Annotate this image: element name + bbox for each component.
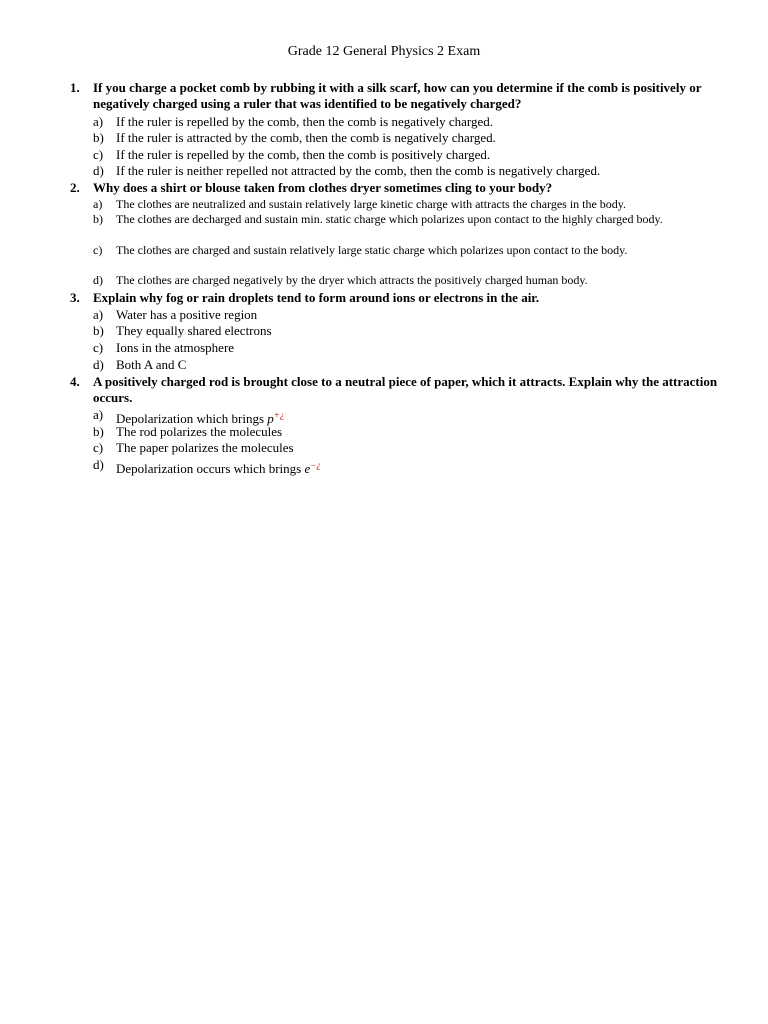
option-text: The paper polarizes the molecules [116,440,294,455]
q1-option-c [93,147,725,163]
question-1 [70,80,730,112]
option-text: They equally shared electrons [116,323,272,338]
question-3 [70,290,730,306]
question-text: Explain why fog or rain droplets tend to form around ions or electrons in the air. [93,290,540,305]
option-text: If the ruler is repelled by the comb, then the comb is negatively charged. [116,114,493,129]
option-text-wrap [116,457,725,477]
option-text: The rod polarizes the molecules [116,424,283,439]
question-4 [70,374,730,406]
q3-option-c [93,340,725,356]
option-text: The clothes are neutralized and sustain relatively large kinetic charge with attracts the charges in the body. [116,197,627,211]
q2-option-c [93,243,693,258]
math-superscript: −¿ [310,460,321,470]
option-text: If the ruler is repelled by the comb, then the comb is positively charged. [116,147,491,162]
question-text: A positively charged rod is brought close to a neutral piece of paper, which it attracts. Explain why the attraction occurs. [93,374,718,405]
q3-option-a [93,307,725,323]
option-letter: a) [93,114,104,129]
option-letter: c) [93,147,104,162]
question-number: 1. [70,80,80,95]
option-text: If the ruler is neither repelled not attracted by the comb, then the comb is negatively charged. [116,163,601,178]
question-2 [70,180,730,196]
math-superscript: +¿ [273,410,285,420]
option-text: Water has a positive region [116,307,258,322]
q1-option-d [93,163,725,179]
option-text: Both A and C [116,357,187,372]
option-text: If the ruler is attracted by the comb, then the comb is negatively charged. [116,130,496,145]
option-letter: b) [93,323,104,338]
option-letter: b) [93,212,103,226]
option-letter: d) [93,273,103,287]
math-base: e [304,461,311,476]
q2-option-b [93,212,693,227]
page-title: Grade 12 General Physics 2 Exam [287,44,481,59]
option-letter: a) [93,407,104,422]
option-letter: d) [93,457,104,472]
option-letter: c) [93,243,103,257]
question-number: 4. [70,374,80,389]
option-letter: c) [93,440,104,455]
option-letter: d) [93,163,104,178]
option-letter: a) [93,197,103,211]
q4-option-d [93,457,725,477]
q3-option-d [93,357,725,373]
option-text: The clothes are charged negatively by the dryer which attracts the positively charged human body. [116,273,588,287]
question-text: If you charge a pocket comb by rubbing it with a silk scarf, how can you determine if the comb is positively or negatively charged using a ruler that was identified to be negatively charged? [93,80,702,111]
option-text: Depolarization which brings [116,411,268,426]
option-text: The clothes are decharged and sustain min. static charge which polarizes upon contact to the highly charged body. [116,212,663,226]
q2-option-a [93,197,725,212]
option-letter: b) [93,130,104,145]
question-text: Why does a shirt or blouse taken from clothes dryer sometimes cling to your body? [93,180,553,195]
q1-option-b [93,130,725,146]
question-number: 2. [70,180,80,195]
q2-option-d [93,273,725,288]
option-text: Ions in the atmosphere [116,340,235,355]
option-letter: c) [93,340,104,355]
option-letter: a) [93,307,104,322]
q4-option-b [93,424,725,440]
option-letter: d) [93,357,104,372]
math-base: p [267,411,274,426]
option-letter: b) [93,424,104,439]
q3-option-b [93,323,725,339]
option-text: The clothes are charged and sustain relatively large static charge which polarizes upon contact to the body. [116,243,628,257]
question-number: 3. [70,290,80,305]
q4-option-c [93,440,725,456]
option-text: Depolarization occurs which brings [116,461,305,476]
q1-option-a [93,114,725,130]
